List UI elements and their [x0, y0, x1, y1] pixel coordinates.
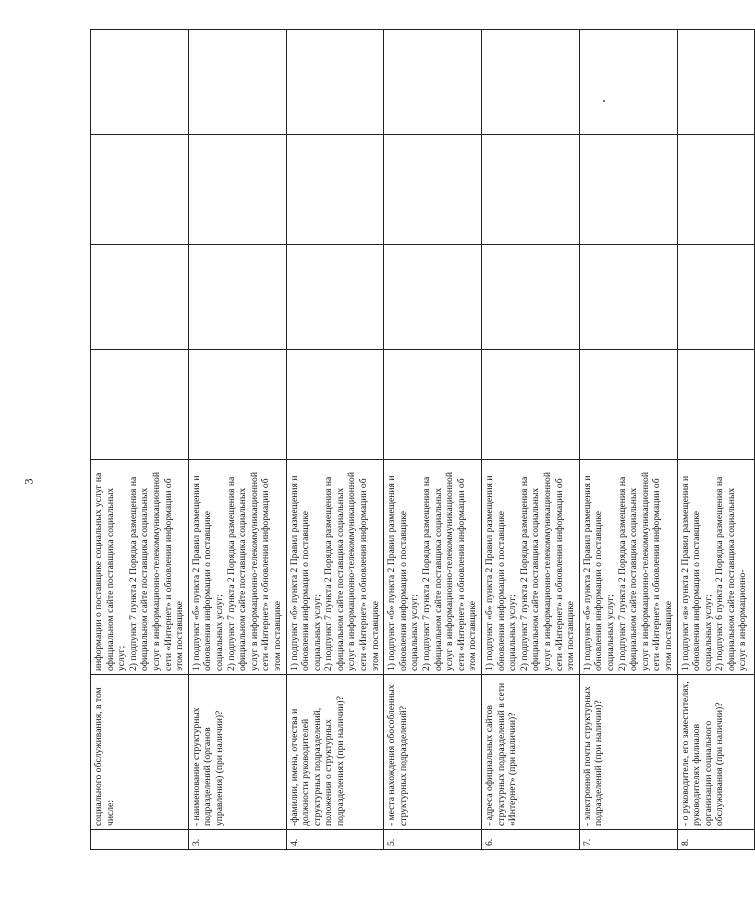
legal-basis-cell [91, 460, 189, 675]
empty-answer-cell [91, 30, 189, 135]
empty-answer-cell [91, 135, 189, 245]
row-number: 3. [188, 830, 286, 850]
legal-basis-line: 2) подпункт 7 пункта 2 Порядка размещения на официальном сайте поставщика социальных услуг в информационно-телекоммуникационной сети «Интернет» и обновления информации об этом поставщике [323, 472, 381, 671]
empty-answer-cell [384, 30, 482, 135]
empty-answer-cell [91, 245, 189, 350]
legal-basis-line: 2) подпункт 7 пункта 2 Порядка размещения на официальном сайте поставщика социальных услуг в информационно-телекоммуникационной сети «Интернет» и обновления информации об этом поставщике [421, 472, 479, 671]
empty-answer-cell [677, 30, 754, 135]
question-cell: - о руководителе, его заместителях, руководителях филиалов организации социального обслуживания (при наличии)? [677, 675, 754, 830]
empty-answer-cell [286, 245, 384, 350]
empty-answer-cell [188, 350, 286, 460]
legal-basis-line: 1) подпункт «в» пункта 2 Правил размещения и обновления информации о поставщике социальных услуг; [679, 475, 714, 671]
legal-basis-line: 1) подпункт «б» пункта 2 Правил размещения и обновления информации о поставщике социальных услуг; [288, 475, 323, 671]
table-row [286, 30, 384, 850]
legal-basis-cell [579, 460, 677, 675]
legal-basis-cell [286, 460, 384, 675]
question-cell: - электронной почты структурных подразделений (при наличии)? [579, 675, 677, 830]
legal-basis-cell [384, 460, 482, 675]
table-row [91, 30, 189, 850]
page-number: 3 [21, 478, 36, 485]
table-row [677, 30, 754, 850]
empty-answer-cell [482, 135, 580, 245]
empty-answer-cell [482, 350, 580, 460]
empty-answer-cell [677, 245, 754, 350]
question-cell: - места нахождения обособленных структурных подразделений? [384, 675, 482, 830]
empty-answer-cell [188, 30, 286, 135]
question-cell: - наименование структурных подразделений (органов управления) (при наличии)? [188, 675, 286, 830]
row-number: 7. [579, 830, 677, 850]
legal-basis-line: 1) подпункт «б» пункта 2 Правил размещения и обновления информации о поставщике социальных услуг; [190, 475, 225, 671]
empty-answer-cell [384, 350, 482, 460]
empty-answer-cell [384, 135, 482, 245]
empty-answer-cell [286, 350, 384, 460]
row-number: 5. [384, 830, 482, 850]
legal-basis-line: 2) подпункт 6 пункта 2 Порядка размещения на официальном сайте поставщика социальных услуг в информационно- [714, 476, 749, 671]
empty-answer-cell [482, 245, 580, 350]
question-cell: - адреса официальных сайтов структурных подразделений в сети «Интернет» (при наличии)? [482, 675, 580, 830]
empty-answer-cell [188, 245, 286, 350]
empty-answer-cell [482, 30, 580, 135]
legal-basis-line: 2) подпункт 7 пункта 2 Порядка размещения на официальном сайте поставщика социальных услуг в информационно-телекоммуникационной сети «Интернет» и обновления информации об этом поставщике [127, 472, 186, 671]
table-row [482, 30, 580, 850]
empty-answer-cell [579, 350, 677, 460]
legal-basis-cell [188, 460, 286, 675]
checklist-table [90, 29, 755, 850]
table-body [91, 30, 755, 850]
empty-answer-cell [384, 245, 482, 350]
row-number: 4. [286, 830, 384, 850]
empty-answer-cell [91, 350, 189, 460]
row-number: 6. [482, 830, 580, 850]
legal-basis-cell [677, 460, 754, 675]
legal-basis-line: 1) подпункт «б» пункта 2 Правил размещения и обновления информации о поставщике социальных услуг; [484, 475, 519, 671]
row-number: 8. [677, 830, 754, 850]
legal-basis-line: информации о поставщике социальных услуг на официальном сайте поставщика социальных услуг; [93, 472, 128, 671]
legal-basis-line: 2) подпункт 7 пункта 2 Порядка размещения на официальном сайте поставщика социальных услуг в информационно-телекоммуникационной сети «Интернет» и обновления информации об этом поставщике [225, 472, 283, 671]
empty-answer-cell [677, 350, 754, 460]
empty-answer-cell [579, 245, 677, 350]
row-number [91, 830, 189, 850]
document-table-rotated [90, 30, 749, 850]
legal-basis-line: 1) подпункт «б» пункта 2 Правил размещения и обновления информации о поставщике социальных услуг; [386, 475, 421, 671]
legal-basis-cell [482, 460, 580, 675]
empty-answer-cell [286, 30, 384, 135]
legal-basis-line: 1) подпункт «б» пункта 2 Правил размещения и обновления информации о поставщике социальных услуг; [581, 475, 616, 671]
legal-basis-line: 2) подпункт 7 пункта 2 Порядка размещения на официальном сайте поставщика социальных услуг в информационно-телекоммуникационной сети «Интернет» и обновления информации об этом поставщике [616, 472, 674, 671]
empty-answer-cell [188, 135, 286, 245]
empty-answer-cell [579, 30, 677, 135]
table-row [188, 30, 286, 850]
legal-basis-line: 2) подпункт 7 пункта 2 Порядка размещения на официальном сайте поставщика социальных услуг в информационно-телекоммуникационной сети «Интернет» и обновления информации об этом поставщике [518, 472, 577, 671]
empty-answer-cell [677, 135, 754, 245]
table-row [384, 30, 482, 850]
question-cell: -фамилии, имена, отчества и должности руководителей структурных подразделений, положения о структурных подразделениях (при наличии)? [286, 675, 384, 830]
empty-answer-cell [286, 135, 384, 245]
question-cell: социального обслуживания, в том числе: [91, 675, 189, 830]
empty-answer-cell [579, 135, 677, 245]
table-row [579, 30, 677, 850]
